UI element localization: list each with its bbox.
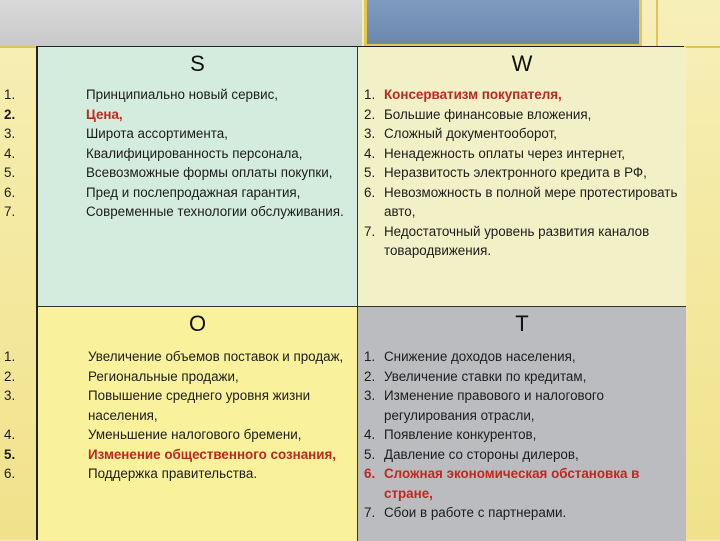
list-item	[358, 425, 686, 445]
item-number: 5.	[4, 446, 16, 462]
list-item	[4, 367, 357, 387]
opportunities-quadrant	[4, 307, 358, 541]
item-number: 5.	[364, 165, 376, 180]
item-number: 2.	[364, 368, 376, 384]
item-text: Увеличение ставки по кредитам,	[384, 368, 587, 384]
top-left-decoration	[0, 0, 362, 46]
item-text: Широта ассортимента,	[86, 126, 228, 141]
item-number: 4.	[4, 427, 16, 442]
list-item	[4, 144, 357, 164]
item-text: Региональные продажи,	[88, 368, 239, 384]
item-number: 6.	[4, 184, 16, 200]
item-text: Неразвитость электронного кредита в РФ,	[384, 165, 647, 180]
item-number: 3.	[364, 388, 376, 403]
item-number: 4.	[364, 145, 376, 161]
opportunities-list	[4, 347, 357, 484]
list-item	[358, 222, 686, 261]
list-item	[4, 347, 357, 367]
threats-quadrant	[358, 307, 686, 541]
list-item	[358, 85, 686, 105]
list-item	[358, 503, 686, 523]
item-number: 4.	[4, 145, 16, 161]
item-text: Поддержка правительства.	[88, 466, 258, 481]
item-text: Цена,	[86, 106, 123, 122]
item-number: 1.	[4, 87, 16, 102]
item-text: Ненадежность оплаты через интернет,	[384, 145, 625, 161]
item-text: Невозможность в полной мере протестировать авто,	[384, 184, 678, 219]
item-text: Принципиально новый сервис,	[86, 87, 279, 102]
item-number: 4.	[364, 427, 376, 442]
list-item	[358, 105, 686, 125]
list-item	[4, 183, 357, 203]
item-text: Квалифицированность персонала,	[86, 145, 303, 161]
item-number: 7.	[364, 223, 376, 239]
item-number: 3.	[4, 388, 16, 403]
list-item	[4, 202, 357, 222]
item-text: Изменение общественного сознания,	[88, 446, 337, 462]
list-item	[358, 464, 686, 503]
item-text: Увеличение объемов поставок и продаж,	[88, 349, 344, 364]
list-item	[358, 144, 686, 164]
item-number: 1.	[364, 349, 376, 364]
item-text: Давление со стороны дилеров,	[384, 446, 579, 462]
item-number: 7.	[4, 204, 16, 219]
weaknesses-quadrant	[358, 47, 686, 307]
list-item	[4, 124, 357, 144]
item-number: 1.	[4, 349, 16, 364]
item-text: Появление конкурентов,	[384, 427, 537, 442]
item-number: 5.	[364, 446, 376, 462]
item-text: Сбои в работе с партнерами.	[384, 505, 567, 520]
threats-title: T	[515, 311, 529, 336]
gold-rule-vertical	[656, 0, 658, 48]
item-text: Повышение среднего уровня жизни населения,	[88, 388, 311, 423]
item-text: Недостаточный уровень развития каналов товародвижения.	[384, 223, 650, 258]
item-text: Большие финансовые вложения,	[384, 106, 592, 122]
item-number: 6.	[4, 466, 16, 481]
item-number: 6.	[364, 184, 376, 200]
strengths-quadrant	[4, 47, 358, 307]
item-text: Всевозможные формы оплаты покупки,	[86, 165, 333, 180]
opportunities-title: O	[188, 311, 207, 336]
top-blue-decoration	[364, 0, 642, 47]
list-item	[4, 445, 357, 465]
item-text: Современные технологии обслуживания.	[86, 204, 344, 219]
list-item	[4, 85, 357, 105]
item-number: 6.	[364, 466, 376, 481]
list-item	[4, 464, 357, 484]
item-text: Уменьшение налогового бремени,	[88, 427, 302, 442]
list-item	[4, 386, 357, 425]
item-number: 3.	[364, 126, 376, 141]
list-item	[4, 425, 357, 445]
weaknesses-title: W	[511, 51, 533, 76]
list-item	[358, 124, 686, 144]
item-text: Сложная экономическая обстановка в стране,	[384, 466, 640, 501]
item-text: Снижение доходов населения,	[384, 349, 576, 364]
weaknesses-list	[358, 85, 686, 261]
list-item	[358, 367, 686, 387]
list-item	[358, 445, 686, 465]
list-item	[4, 163, 357, 183]
item-text: Пред и послепродажная гарантия,	[86, 184, 301, 200]
item-number: 7.	[364, 505, 376, 520]
list-item	[358, 183, 686, 222]
item-text: Изменение правового и налогового регулирования отрасли,	[384, 388, 604, 423]
list-item	[358, 163, 686, 183]
item-number: 1.	[364, 87, 376, 102]
list-item	[358, 386, 686, 425]
list-item	[4, 105, 357, 125]
item-text: Сложный документооборот,	[384, 126, 557, 141]
list-item	[358, 347, 686, 367]
swot-table	[4, 46, 684, 540]
item-number: 2.	[4, 106, 16, 122]
threats-list	[358, 347, 686, 523]
item-number: 2.	[4, 368, 16, 384]
item-text: Консерватизм покупателя,	[384, 87, 562, 102]
item-number: 2.	[364, 106, 376, 122]
item-number: 3.	[4, 126, 16, 141]
item-number: 5.	[4, 165, 16, 180]
strengths-list	[4, 85, 357, 222]
strengths-title: S	[190, 51, 205, 76]
